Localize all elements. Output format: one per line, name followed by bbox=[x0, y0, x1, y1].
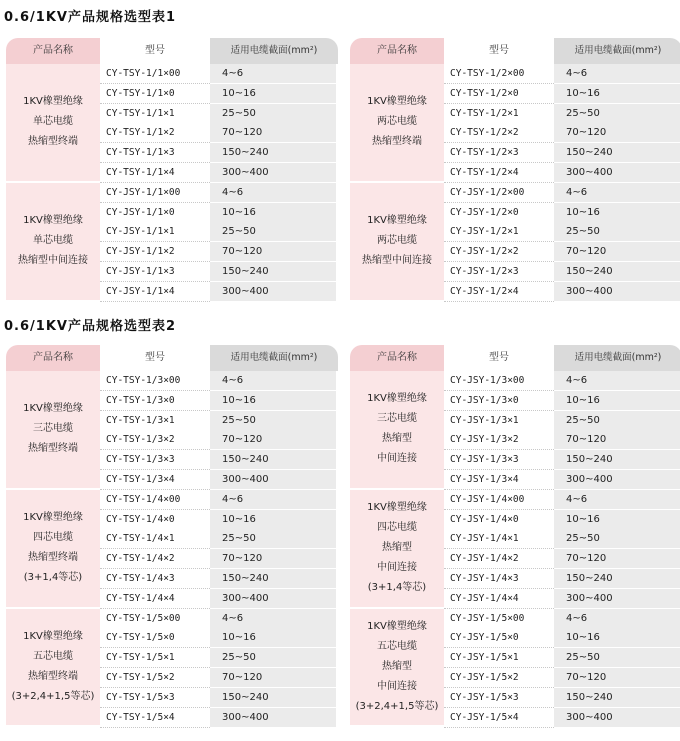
model-cell: CY-TSY-1/3×1 bbox=[100, 411, 210, 431]
table-row bbox=[100, 183, 338, 203]
table-2-title: 0.6/1KV产品规格选型表2 bbox=[4, 319, 177, 334]
header-product-name: 产品名称 bbox=[350, 38, 444, 64]
model-cell: CY-JSY-1/3×3 bbox=[444, 450, 554, 470]
header-model: 型号 bbox=[100, 38, 210, 64]
product-group bbox=[350, 64, 680, 183]
section-cell: 25~50 bbox=[210, 411, 336, 431]
section-cell: 150~240 bbox=[210, 143, 336, 163]
table-header bbox=[350, 38, 680, 64]
section-cell: 10~16 bbox=[554, 628, 680, 648]
table-row bbox=[444, 84, 680, 104]
section-cell: 4~6 bbox=[554, 64, 680, 84]
model-cell: CY-JSY-1/1×3 bbox=[100, 262, 210, 282]
model-cell: CY-JSY-1/1×2 bbox=[100, 242, 210, 262]
section-cell: 300~400 bbox=[210, 163, 336, 183]
model-cell: CY-TSY-1/3×3 bbox=[100, 450, 210, 470]
section-cell: 300~400 bbox=[554, 708, 680, 728]
section-cell: 150~240 bbox=[554, 569, 680, 589]
model-cell: CY-TSY-1/5×0 bbox=[100, 628, 210, 648]
model-cell: CY-JSY-1/4×00 bbox=[444, 490, 554, 510]
table-row bbox=[444, 549, 680, 569]
header-model: 型号 bbox=[444, 345, 554, 371]
section-cell: 150~240 bbox=[210, 569, 336, 589]
model-cell: CY-TSY-1/3×00 bbox=[100, 371, 210, 391]
table-row bbox=[444, 688, 680, 708]
section-cell: 150~240 bbox=[210, 450, 336, 470]
model-cell: CY-JSY-1/5×2 bbox=[444, 668, 554, 688]
product-name-cell bbox=[6, 183, 100, 300]
model-cell: CY-TSY-1/1×4 bbox=[100, 163, 210, 183]
table-row bbox=[444, 529, 680, 549]
table-row bbox=[444, 64, 680, 84]
model-cell: CY-TSY-1/4×2 bbox=[100, 549, 210, 569]
section-cell: 25~50 bbox=[554, 648, 680, 668]
model-cell: CY-JSY-1/2×00 bbox=[444, 183, 554, 203]
section-cell: 150~240 bbox=[554, 143, 680, 163]
section-cell: 10~16 bbox=[210, 203, 336, 223]
section-cell: 25~50 bbox=[554, 529, 680, 549]
product-name-text: 1KV橡塑绝缘 两芯电缆 热缩型中间连接 bbox=[362, 215, 432, 267]
model-cell: CY-JSY-1/1×4 bbox=[100, 282, 210, 302]
header-section: 适用电缆截面(mm²) bbox=[210, 38, 338, 64]
model-cell: CY-TSY-1/4×3 bbox=[100, 569, 210, 589]
model-cell: CY-TSY-1/3×0 bbox=[100, 391, 210, 411]
section-cell: 300~400 bbox=[554, 163, 680, 183]
model-cell: CY-JSY-1/4×1 bbox=[444, 529, 554, 549]
product-group bbox=[6, 609, 338, 728]
section-cell: 300~400 bbox=[210, 282, 336, 302]
product-name-cell bbox=[6, 64, 100, 181]
model-cell: CY-JSY-1/3×4 bbox=[444, 470, 554, 490]
model-cell: CY-JSY-1/2×2 bbox=[444, 242, 554, 262]
section-cell: 4~6 bbox=[554, 609, 680, 629]
table-row bbox=[444, 391, 680, 411]
table-row bbox=[100, 589, 338, 609]
model-cell: CY-TSY-1/2×1 bbox=[444, 104, 554, 124]
model-cell: CY-JSY-1/5×3 bbox=[444, 688, 554, 708]
table-row bbox=[444, 648, 680, 668]
model-cell: CY-TSY-1/5×4 bbox=[100, 708, 210, 728]
section-cell: 10~16 bbox=[554, 84, 680, 104]
table-row bbox=[444, 430, 680, 450]
header-model: 型号 bbox=[100, 345, 210, 371]
model-cell: CY-JSY-1/5×1 bbox=[444, 648, 554, 668]
table-row bbox=[100, 430, 338, 450]
product-name-cell bbox=[350, 371, 444, 488]
table-row bbox=[100, 104, 338, 124]
header-product-name: 产品名称 bbox=[350, 345, 444, 371]
model-cell: CY-TSY-1/5×00 bbox=[100, 609, 210, 629]
model-cell: CY-JSY-1/5×00 bbox=[444, 609, 554, 629]
model-cell: CY-TSY-1/1×1 bbox=[100, 104, 210, 124]
table-header bbox=[6, 38, 338, 64]
section-cell: 150~240 bbox=[554, 688, 680, 708]
model-cell: CY-TSY-1/2×2 bbox=[444, 123, 554, 143]
section-cell: 10~16 bbox=[210, 628, 336, 648]
model-cell: CY-JSY-1/1×0 bbox=[100, 203, 210, 223]
section-cell: 70~120 bbox=[210, 123, 336, 143]
model-cell: CY-JSY-1/1×00 bbox=[100, 183, 210, 203]
table-row bbox=[100, 282, 338, 302]
table-row bbox=[100, 510, 338, 530]
header-product-name: 产品名称 bbox=[6, 38, 100, 64]
product-name-text: 1KV橡塑绝缘 单芯电缆 热缩型中间连接 bbox=[18, 215, 88, 267]
section-cell: 150~240 bbox=[210, 688, 336, 708]
model-cell: CY-JSY-1/2×4 bbox=[444, 282, 554, 302]
section-cell: 4~6 bbox=[554, 183, 680, 203]
section-cell: 70~120 bbox=[210, 668, 336, 688]
table-row bbox=[444, 490, 680, 510]
model-cell: CY-TSY-1/4×00 bbox=[100, 490, 210, 510]
product-group bbox=[6, 64, 338, 183]
model-cell: CY-TSY-1/1×0 bbox=[100, 84, 210, 104]
table-row bbox=[100, 688, 338, 708]
section-cell: 70~120 bbox=[210, 549, 336, 569]
model-cell: CY-TSY-1/5×2 bbox=[100, 668, 210, 688]
section-cell: 10~16 bbox=[554, 510, 680, 530]
product-group bbox=[350, 371, 680, 490]
section-cell: 10~16 bbox=[210, 84, 336, 104]
model-cell: CY-TSY-1/2×0 bbox=[444, 84, 554, 104]
section-cell: 70~120 bbox=[554, 242, 680, 262]
table-row bbox=[100, 163, 338, 183]
table-row bbox=[444, 203, 680, 223]
section-cell: 25~50 bbox=[554, 222, 680, 242]
section-cell: 4~6 bbox=[210, 183, 336, 203]
product-name-text: 1KV橡塑绝缘 四芯电缆 热缩型终端 (3+1,4等芯) bbox=[23, 512, 83, 584]
table-row bbox=[444, 609, 680, 629]
model-cell: CY-JSY-1/4×2 bbox=[444, 549, 554, 569]
table-row bbox=[100, 242, 338, 262]
product-name-text: 1KV橡塑绝缘 两芯电缆 热缩型终端 bbox=[367, 96, 427, 148]
section-cell: 4~6 bbox=[210, 64, 336, 84]
table-row bbox=[100, 490, 338, 510]
section-cell: 25~50 bbox=[210, 529, 336, 549]
table-row bbox=[444, 123, 680, 143]
table-row bbox=[100, 411, 338, 431]
product-group bbox=[6, 183, 338, 302]
table-row bbox=[100, 84, 338, 104]
product-name-text: 1KV橡塑绝缘 四芯电缆 热缩型 中间连接 (3+1,4等芯) bbox=[367, 502, 427, 594]
product-name-text: 1KV橡塑绝缘 五芯电缆 热缩型 中间连接 (3+2,4+1,5等芯) bbox=[355, 620, 439, 712]
table-row bbox=[100, 708, 338, 728]
product-name-cell bbox=[350, 609, 444, 726]
table-row bbox=[100, 371, 338, 391]
header-product-name: 产品名称 bbox=[6, 345, 100, 371]
section-cell: 300~400 bbox=[554, 470, 680, 490]
table-row bbox=[444, 708, 680, 728]
section-cell: 4~6 bbox=[210, 490, 336, 510]
section-cell: 4~6 bbox=[210, 371, 336, 391]
section-cell: 25~50 bbox=[554, 104, 680, 124]
model-cell: CY-TSY-1/3×4 bbox=[100, 470, 210, 490]
section-cell: 150~240 bbox=[210, 262, 336, 282]
table-row bbox=[100, 470, 338, 490]
table-row bbox=[444, 143, 680, 163]
table-row bbox=[100, 668, 338, 688]
model-cell: CY-JSY-1/2×3 bbox=[444, 262, 554, 282]
table-row bbox=[444, 450, 680, 470]
product-group bbox=[350, 609, 680, 728]
table-row bbox=[100, 64, 338, 84]
table-row bbox=[444, 628, 680, 648]
section-cell: 25~50 bbox=[210, 104, 336, 124]
section-cell: 10~16 bbox=[554, 203, 680, 223]
table-row bbox=[444, 183, 680, 203]
section-cell: 4~6 bbox=[554, 371, 680, 391]
product-name-text: 1KV橡塑绝缘 单芯电缆 热缩型终端 bbox=[23, 96, 83, 148]
table-row bbox=[444, 262, 680, 282]
table-row bbox=[444, 569, 680, 589]
table-row bbox=[444, 411, 680, 431]
table-row bbox=[100, 628, 338, 648]
model-cell: CY-TSY-1/4×0 bbox=[100, 510, 210, 530]
section-cell: 4~6 bbox=[210, 609, 336, 629]
model-cell: CY-TSY-1/2×3 bbox=[444, 143, 554, 163]
table-row bbox=[444, 668, 680, 688]
section-cell: 150~240 bbox=[554, 262, 680, 282]
product-name-cell bbox=[6, 371, 100, 488]
table-row bbox=[444, 222, 680, 242]
model-cell: CY-TSY-1/2×4 bbox=[444, 163, 554, 183]
table-row bbox=[100, 123, 338, 143]
section-cell: 300~400 bbox=[210, 708, 336, 728]
product-group bbox=[350, 183, 680, 302]
table-row bbox=[444, 371, 680, 391]
model-cell: CY-TSY-1/4×4 bbox=[100, 589, 210, 609]
table-row bbox=[100, 450, 338, 470]
product-group bbox=[6, 490, 338, 609]
section-cell: 70~120 bbox=[554, 123, 680, 143]
section-cell: 25~50 bbox=[210, 222, 336, 242]
table-row bbox=[100, 262, 338, 282]
section-cell: 10~16 bbox=[554, 391, 680, 411]
model-cell: CY-JSY-1/5×0 bbox=[444, 628, 554, 648]
table-row bbox=[100, 222, 338, 242]
section-cell: 10~16 bbox=[210, 391, 336, 411]
section-cell: 70~120 bbox=[554, 549, 680, 569]
product-name-cell bbox=[350, 64, 444, 181]
model-cell: CY-JSY-1/3×1 bbox=[444, 411, 554, 431]
section-cell: 25~50 bbox=[554, 411, 680, 431]
section-cell: 300~400 bbox=[210, 589, 336, 609]
table-row bbox=[100, 529, 338, 549]
product-name-text: 1KV橡塑绝缘 三芯电缆 热缩型终端 bbox=[23, 403, 83, 455]
header-model: 型号 bbox=[444, 38, 554, 64]
table-row bbox=[100, 549, 338, 569]
model-cell: CY-TSY-1/5×3 bbox=[100, 688, 210, 708]
model-cell: CY-JSY-1/4×4 bbox=[444, 589, 554, 609]
header-section: 适用电缆截面(mm²) bbox=[210, 345, 338, 371]
header-section: 适用电缆截面(mm²) bbox=[554, 345, 680, 371]
model-cell: CY-JSY-1/2×1 bbox=[444, 222, 554, 242]
table-row bbox=[100, 609, 338, 629]
model-cell: CY-JSY-1/1×1 bbox=[100, 222, 210, 242]
product-name-cell bbox=[6, 490, 100, 607]
section-cell: 70~120 bbox=[554, 430, 680, 450]
model-cell: CY-JSY-1/4×3 bbox=[444, 569, 554, 589]
model-cell: CY-JSY-1/3×0 bbox=[444, 391, 554, 411]
table-row bbox=[444, 104, 680, 124]
table-row bbox=[444, 470, 680, 490]
section-cell: 300~400 bbox=[210, 470, 336, 490]
model-cell: CY-TSY-1/2×00 bbox=[444, 64, 554, 84]
section-cell: 70~120 bbox=[554, 668, 680, 688]
model-cell: CY-JSY-1/4×0 bbox=[444, 510, 554, 530]
section-cell: 300~400 bbox=[554, 589, 680, 609]
model-cell: CY-TSY-1/1×3 bbox=[100, 143, 210, 163]
table-row bbox=[444, 242, 680, 262]
table-row bbox=[100, 143, 338, 163]
table-row bbox=[100, 391, 338, 411]
product-name-cell bbox=[350, 183, 444, 300]
model-cell: CY-JSY-1/3×00 bbox=[444, 371, 554, 391]
section-cell: 70~120 bbox=[210, 430, 336, 450]
table-row bbox=[444, 589, 680, 609]
product-group bbox=[6, 371, 338, 490]
section-cell: 300~400 bbox=[554, 282, 680, 302]
model-cell: CY-JSY-1/2×0 bbox=[444, 203, 554, 223]
table-row bbox=[100, 569, 338, 589]
table-1-title: 0.6/1KV产品规格选型表1 bbox=[4, 10, 177, 25]
product-name-text: 1KV橡塑绝缘 五芯电缆 热缩型终端 (3+2,4+1,5等芯) bbox=[11, 630, 95, 702]
table-row bbox=[100, 203, 338, 223]
model-cell: CY-TSY-1/1×00 bbox=[100, 64, 210, 84]
model-cell: CY-TSY-1/3×2 bbox=[100, 430, 210, 450]
product-name-cell bbox=[6, 609, 100, 726]
table-row bbox=[100, 648, 338, 668]
product-group bbox=[350, 490, 680, 609]
header-section: 适用电缆截面(mm²) bbox=[554, 38, 680, 64]
section-cell: 25~50 bbox=[210, 648, 336, 668]
product-name-cell bbox=[350, 490, 444, 607]
product-name-text: 1KV橡塑绝缘 三芯电缆 热缩型 中间连接 bbox=[367, 393, 427, 465]
section-cell: 70~120 bbox=[210, 242, 336, 262]
section-cell: 4~6 bbox=[554, 490, 680, 510]
table-row bbox=[444, 163, 680, 183]
table-header bbox=[350, 345, 680, 371]
section-cell: 10~16 bbox=[210, 510, 336, 530]
model-cell: CY-JSY-1/3×2 bbox=[444, 430, 554, 450]
model-cell: CY-TSY-1/4×1 bbox=[100, 529, 210, 549]
table-header bbox=[6, 345, 338, 371]
model-cell: CY-TSY-1/5×1 bbox=[100, 648, 210, 668]
section-cell: 150~240 bbox=[554, 450, 680, 470]
model-cell: CY-JSY-1/5×4 bbox=[444, 708, 554, 728]
table-row bbox=[444, 282, 680, 302]
model-cell: CY-TSY-1/1×2 bbox=[100, 123, 210, 143]
table-row bbox=[444, 510, 680, 530]
